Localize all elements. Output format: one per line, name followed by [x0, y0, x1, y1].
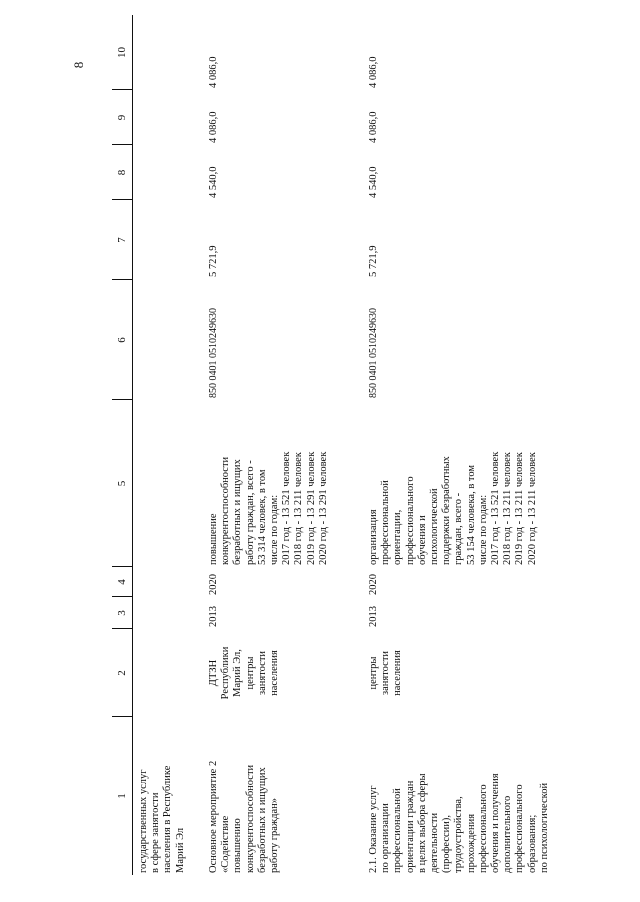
row-value-10: 4 086,0 [208, 56, 219, 88]
table-row [134, 15, 204, 875]
row-title: государственных услуг в сфере занятости населения в Республике Марий Эл [138, 765, 186, 873]
row-budget-code: 850 0401 0510249630 [208, 308, 219, 398]
column-header-3: 3 [112, 596, 132, 629]
row-value-8: 4 540,0 [208, 166, 219, 198]
column-header-1: 1 [112, 716, 132, 875]
row-executor: ДТЗН Республики Марий Эл, центры занятости населения [208, 646, 281, 700]
column-header-6: 6 [112, 279, 132, 400]
row-budget-code: 850 0401 0510249630 [368, 308, 379, 398]
row-title: 2.1. Оказание услуг по организации профессиональной ориентации граждан в целях выбора сферы деятельности (профессии), трудоустройства, прохождения профессионального обучения и получения дополнительного профессионального образования; по психологической [368, 773, 550, 873]
row-value-7: 5 721,9 [368, 245, 379, 277]
column-header-2: 2 [112, 628, 132, 717]
row-value-8: 4 540,0 [368, 166, 379, 198]
row-value-9: 4 086,0 [208, 111, 219, 143]
column-header-4: 4 [112, 566, 132, 597]
row-value-7: 5 721,9 [208, 245, 219, 277]
column-header-8: 8 [112, 144, 132, 200]
row-result: повышение конкурентоспособности безработных и ищущих работу граждан, всего - 53 314 человек, в том числе по годам: 2017 год - 13 521 человек 2018 год - 13 211 человек 2019 год - 13 291 человек 2020 год - 13 291 человек [208, 451, 329, 565]
column-header-7: 7 [112, 199, 132, 280]
table-row [204, 15, 362, 875]
row-title: Основное мероприятие 2 «Содействие повышению конкурентоспособности безработных и ищущих работу граждан» [208, 760, 281, 873]
row-end-year: 2020 [368, 574, 379, 595]
row-executor: центры занятости населения [368, 650, 404, 696]
row-result: организация профессиональной ориентации, профессионального обучения и психологической поддержки безработных граждан, всего - 53 154 человека, в том числе по годам: 2017 год - 13 521 человек 2018 год - 13 211 человек 2019 год - 13 211 человек 2020 год - 13 211 человек [368, 451, 538, 565]
row-end-year: 2020 [208, 574, 219, 595]
row-value-10: 4 086,0 [368, 56, 379, 88]
column-header-9: 9 [112, 89, 132, 145]
column-header-5: 5 [112, 399, 132, 567]
page-number: 8 [71, 61, 86, 69]
row-start-year: 2013 [208, 606, 219, 627]
column-header-row [112, 15, 133, 875]
row-start-year: 2013 [368, 606, 379, 627]
column-header-10: 10 [116, 47, 128, 58]
rotated-table [112, 15, 582, 875]
row-value-9: 4 086,0 [368, 111, 379, 143]
table-row [364, 15, 582, 875]
